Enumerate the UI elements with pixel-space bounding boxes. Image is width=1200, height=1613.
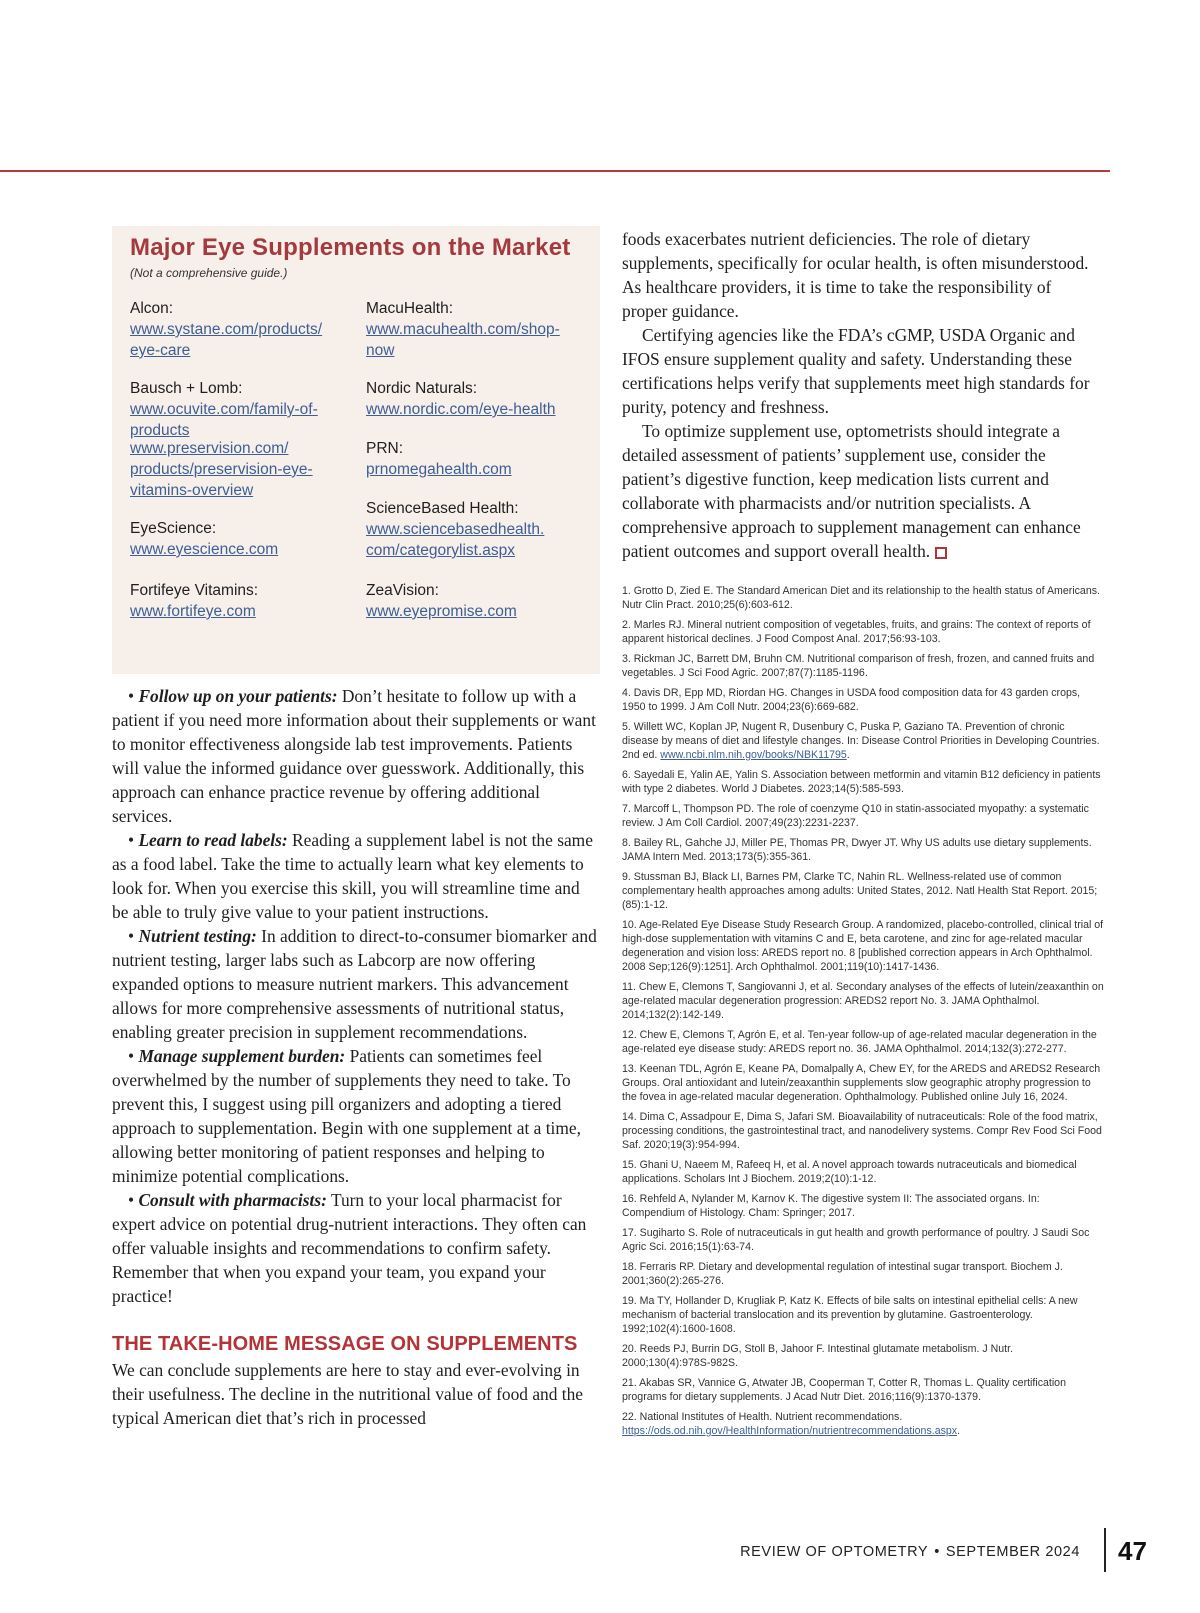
reference-link[interactable]: www.ncbi.nlm.nih.gov/books/NBK11795 [660, 749, 847, 761]
reference-text: 1. Grotto D, Zied E. The Standard American Diet and its relationship to the health status of Americans. Nutr Clin Pract. 2010;25(6):603-612. [622, 585, 1100, 611]
supplier-entry [130, 378, 350, 441]
reference-text: 19. Ma TY, Hollander D, Krugliak P, Katz K. Effects of bile salts on intestinal epithelial cells: A new mechanism of bacterial translocation and its prevention by glutamine. Gastroenterology. 1992;102(4):1600-1608. [622, 1295, 1078, 1335]
reference-punctuation: . [846, 749, 850, 761]
supplier-link[interactable]: products/preservision-eye- [130, 461, 313, 478]
supplier-name: Alcon: [130, 300, 174, 317]
reference-punctuation: . [957, 1425, 961, 1437]
reference-text: 13. Keenan TDL, Agrón E, Keane PA, Domalpally A, Chew EY, for the AREDS and AREDS2 Research Groups. Oral antioxidant and lutein/zeaxanthin supplements slow geographic atrophy progression to the fovea in age-related macular degeneration. Ophthalmology. Published online July 16, 2024. [622, 1063, 1101, 1103]
bullet-lead: Nutrient testing: [138, 926, 257, 946]
supplier-entry [130, 298, 350, 361]
reference-item [622, 1376, 1104, 1404]
bullet-text: Patients can sometimes feel overwhelmed by the number of supplements they need to take. To prevent this, I suggest using pill organizers and adopting a tiered approach to supplementation. Begin with one supplement at a time, allowing better monitoring of patient responses and helping to minimize potential complications. [112, 1046, 581, 1186]
reference-text: 17. Sugiharto S. Role of nutraceuticals in gut health and growth performance of poultry. J Saudi Soc Agric Sci. 2016;15(1):63-74. [622, 1227, 1090, 1253]
bullet-icon: • [128, 1046, 139, 1066]
supplier-link[interactable]: www.nordic.com/eye-health [366, 401, 556, 418]
supplier-link[interactable]: products [130, 422, 190, 439]
supplier-entry [130, 580, 350, 622]
bullet-item [112, 828, 600, 924]
reference-item [622, 720, 1104, 762]
supplier-link[interactable]: vitamins-overview [130, 482, 254, 499]
footer-divider [1104, 1528, 1106, 1572]
reference-text: 14. Dima C, Assadpour E, Dima S, Jafari SM. Bioavailability of nutraceuticals: Role of the food matrix, processing conditions, the gastrointestinal tract, and nanodelivery systems. Compr Rev Food Sci Food Saf. 2020;19(3):954-994. [622, 1111, 1102, 1151]
reference-item [622, 1294, 1104, 1336]
bullet-text: Turn to your local pharmacist for expert advice on potential drug-nutrient interactions. They often can offer valuable insights and recommendations to confirm safety. Remember that when you expand your team, you expand your practice! [112, 1190, 587, 1306]
reference-item [622, 836, 1104, 864]
supplier-name: ScienceBased Health: [366, 500, 519, 517]
reference-text: 7. Marcoff L, Thompson PD. The role of coenzyme Q10 in statin-associated myopathy: a systematic review. J Am Coll Cardiol. 2007;49(23):2231-2237. [622, 803, 1089, 829]
supplier-link[interactable]: www.systane.com/products/ [130, 321, 323, 338]
reference-item [622, 768, 1104, 796]
bullet-item [112, 684, 600, 828]
bullet-icon: • [128, 830, 139, 850]
bullet-text: Don’t hesitate to follow up with a patient if you need more information about their supplements or want to monitor effectiveness alongside lab test improvements. Patients will value the informed guidance over guesswork. Additionally, this approach can enhance practice revenue by offering additional services. [112, 686, 596, 826]
reference-link[interactable]: https://ods.od.nih.gov/HealthInformation/nutrientrecommendations.aspx [622, 1425, 958, 1437]
supplier-link[interactable]: prnomegahealth.com [366, 461, 512, 478]
bullet-text: In addition to direct-to-consumer biomarker and nutrient testing, larger labs such as Labcorp are now offering expanded options to measure nutrient markers. This advancement allows for more comprehensive assessments of nutritional status, enabling greater precision in supplement recommendations. [112, 926, 597, 1042]
reference-item [622, 1028, 1104, 1056]
reference-item [622, 618, 1104, 646]
bullet-icon: • [128, 686, 139, 706]
supplier-name: PRN: [366, 440, 404, 457]
bullet-item [112, 1188, 600, 1308]
reference-item [622, 1158, 1104, 1186]
supplier-name: Fortifeye Vitamins: [130, 582, 259, 599]
reference-item [622, 1342, 1104, 1370]
reference-text: 16. Rehfeld A, Nylander M, Karnov K. The digestive system II: The associated organs. In: Compendium of Histology. Cham: Springer; 2017. [622, 1193, 1040, 1219]
supplier-link[interactable]: www.fortifeye.com [130, 603, 256, 620]
sidebar-title: Major Eye Supplements on the Market [130, 234, 571, 261]
reference-text: 10. Age-Related Eye Disease Study Research Group. A randomized, placebo-controlled, clinical trial of high-dose supplementation with vitamins C and E, beta carotene, and zinc for age-related macular degeneration and vision loss: AREDS report no. 8 [published correction appears in Arch Ophthalmol. 2008 Sep;126(9):1251]. Arch Ophthalmol. 2001;119(10):1417-1436. [622, 919, 1104, 973]
left-body-column [112, 684, 600, 1430]
reference-text: 2. Marles RJ. Mineral nutrient composition of vegetables, fruits, and grains: The context of reports of apparent historical declines. J Food Compost Anal. 2017;56:93-103. [622, 619, 1091, 645]
bullet-item [112, 924, 600, 1044]
supplier-link[interactable]: www.preservision.com/ [130, 440, 289, 457]
reference-item [622, 918, 1104, 974]
supplier-link[interactable]: com/categorylist.aspx [366, 542, 516, 559]
reference-text: 4. Davis DR, Epp MD, Riordan HG. Changes in USDA food composition data for 43 garden crops, 1950 to 1999. J Am Coll Nutr. 2004;23(6):669-682. [622, 687, 1081, 713]
bullet-item [112, 1044, 600, 1188]
section-heading: THE TAKE-HOME MESSAGE ON SUPPLEMENTS [112, 1333, 578, 1355]
supplier-entry [130, 438, 350, 501]
supplier-name: Nordic Naturals: [366, 380, 478, 397]
reference-item [622, 652, 1104, 680]
bullet-list [112, 684, 600, 1308]
right-paragraph-3-text: To optimize supplement use, optometrists should integrate a detailed assessment of patients’ supplement use, consider the patient’s digestive function, keep medication lists current and collaborate with pharmacists and/or nutrition specialists. A comprehensive approach to supplement management can enhance patient outcomes and support overall health. [622, 421, 1081, 561]
reference-text: 9. Stussman BJ, Black LI, Barnes PM, Clarke TC, Nahin RL. Wellness-related use of common complementary health approaches among adults: United States, 2012. Natl Health Stat Report. 2015;(85):1-12. [622, 871, 1098, 911]
supplier-link[interactable]: www.eyescience.com [130, 541, 279, 558]
top-rule [0, 170, 1110, 172]
reference-text: 6. Sayedali E, Yalin AE, Yalin S. Association between metformin and vitamin B12 deficiency in patients with type 2 diabetes. World J Diabetes. 2023;14(5):585-593. [622, 769, 1101, 795]
supplier-link[interactable]: now [366, 342, 395, 359]
reference-item [622, 584, 1104, 612]
bullet-icon: • [128, 1190, 139, 1210]
supplier-link[interactable]: www.sciencebasedhealth. [366, 521, 545, 538]
reference-text: 21. Akabas SR, Vannice G, Atwater JB, Cooperman T, Cotter R, Thomas L. Quality certification programs for dietary supplements. J Acad Nutr Diet. 2016;116(9):1370-1379. [622, 1377, 1066, 1403]
reference-item [622, 1410, 1104, 1438]
reference-text: 5. Willett WC, Koplan JP, Nugent R, Dusenbury C, Puska P, Gaziano TA. Prevention of chronic disease by means of diet and lifestyle changes. In: Disease Control Priorities in Developing Countries. 2nd ed. [622, 721, 1100, 761]
reference-item [622, 802, 1104, 830]
bullet-icon: • [128, 926, 139, 946]
reference-item [622, 1260, 1104, 1288]
supplier-name: MacuHealth: [366, 300, 454, 317]
footer-text [740, 1544, 1080, 1560]
references-list [622, 584, 1104, 1444]
supplier-link[interactable]: www.ocuvite.com/family-of- [130, 401, 318, 418]
right-paragraph-3 [622, 419, 1098, 563]
reference-text: 11. Chew E, Clemons T, Sangiovanni J, et al. Secondary analyses of the effects of lutein/zeaxanthin on age-related macular degeneration progression: AREDS2 report No. 3. JAMA Ophthalmol. 2014;132(2):142-149. [622, 981, 1104, 1021]
bullet-lead: Manage supplement burden: [138, 1046, 346, 1066]
footer-separator: • [934, 1544, 940, 1560]
bullet-lead: Consult with pharmacists: [138, 1190, 327, 1210]
sidebar-subtitle: (Not a comprehensive guide.) [130, 266, 288, 280]
reference-text: 20. Reeds PJ, Burrin DG, Stoll B, Jahoor F. Intestinal glutamate metabolism. J Nutr. 2000;130(4):978S-982S. [622, 1343, 1013, 1369]
supplier-entry [366, 438, 586, 480]
bullet-text: Reading a supplement label is not the same as a food label. Take the time to actually learn what key elements to look for. When you exercise this skill, you will streamline time and be able to truly give value to your patient instructions. [112, 830, 593, 922]
right-body-column [622, 227, 1098, 563]
footer-date: SEPTEMBER 2024 [945, 1544, 1080, 1560]
supplier-name: ZeaVision: [366, 582, 439, 599]
reference-text: 8. Bailey RL, Gahche JJ, Miller PE, Thomas PR, Dwyer JT. Why US adults use dietary supplements. JAMA Intern Med. 2013;173(5):355-361. [622, 837, 1092, 863]
reference-text: 15. Ghani U, Naeem M, Rafeeq H, et al. A novel approach towards nutraceuticals and biomedical applications. Scholars Int J Biochem. 2019;2(10):1-12. [622, 1159, 1077, 1185]
reference-item [622, 1062, 1104, 1104]
reference-text: 18. Ferraris RP. Dietary and developmental regulation of intestinal sugar transport. Biochem J. 2001;360(2):265-276. [622, 1261, 1063, 1287]
supplier-name: Bausch + Lomb: [130, 380, 243, 397]
reference-item [622, 686, 1104, 714]
page-number: 47 [1118, 1536, 1147, 1566]
reference-text: 22. National Institutes of Health. Nutrient recommendations. [622, 1411, 903, 1423]
reference-item [622, 870, 1104, 912]
reference-item [622, 1192, 1104, 1220]
supplier-link[interactable]: eye-care [130, 342, 191, 359]
right-paragraph-1: foods exacerbates nutrient deficiencies. The role of dietary supplements, specifically for ocular health, is often misunderstood. As healthcare providers, it is time to take the responsibility of proper guidance. [622, 229, 1089, 321]
end-mark-icon [935, 547, 947, 559]
supplier-entry [366, 498, 586, 561]
supplier-entry [130, 518, 350, 560]
reference-item [622, 1110, 1104, 1152]
footer-publication: REVIEW OF OPTOMETRY [740, 1544, 929, 1560]
supplier-name: EyeScience: [130, 520, 217, 537]
reference-item [622, 980, 1104, 1022]
reference-text: 3. Rickman JC, Barrett DM, Bruhn CM. Nutritional comparison of fresh, frozen, and canned fruits and vegetables. J Sci Food Agric. 2007;87(7):1185-1196. [622, 653, 1095, 679]
bullet-lead: Follow up on your patients: [138, 686, 338, 706]
right-paragraph-2: Certifying agencies like the FDA’s cGMP, USDA Organic and IFOS ensure supplement quality and safety. Understanding these certifications helps verify that supplements meet high standards for purity, potency and freshness. [622, 325, 1090, 417]
supplier-link[interactable]: www.eyepromise.com [366, 603, 517, 620]
supplier-entry [366, 580, 586, 622]
supplier-entry [366, 298, 586, 361]
section-paragraph: We can conclude supplements are here to stay and ever-evolving in their usefulness. The decline in the nutritional value of food and the typical American diet that’s rich in processed [112, 1360, 584, 1428]
reference-item [622, 1226, 1104, 1254]
bullet-lead: Learn to read labels: [138, 830, 288, 850]
supplier-entry [366, 378, 586, 420]
supplier-link[interactable]: www.macuhealth.com/shop- [366, 321, 560, 338]
reference-text: 12. Chew E, Clemons T, Agrón E, et al. Ten-year follow-up of age-related macular degeneration in the age-related eye disease study: AREDS report no. 36. JAMA Ophthalmol. 2014;132(3):272-277. [622, 1029, 1097, 1055]
supplements-sidebar [112, 226, 600, 674]
